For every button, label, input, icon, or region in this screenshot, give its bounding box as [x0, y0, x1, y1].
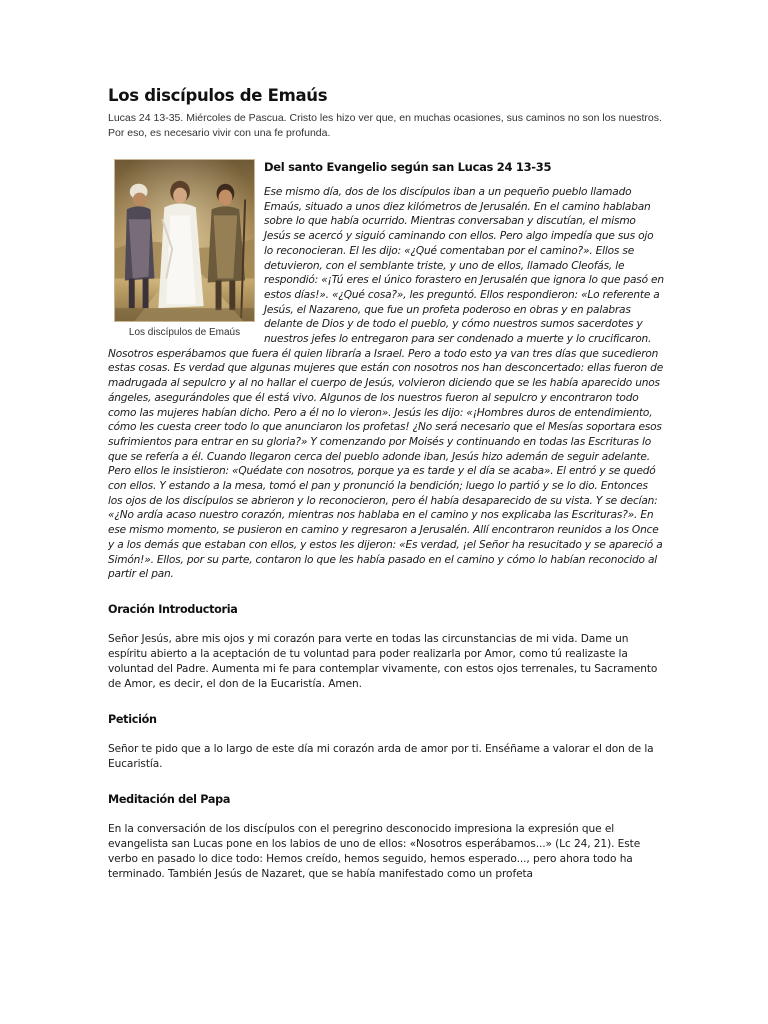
figure-caption: Los discípulos de Emaús: [128, 327, 241, 338]
page-title: Los discípulos de Emaús: [108, 86, 328, 105]
article: [108, 86, 664, 882]
oracion-text: Señor Jesús, abre mis ojos y mi corazón para verte en todas las circunstancias de mi vida. Dame un espíritu abierto a la aceptación de tu voluntad para poder realizarla por Amor, como tú realizaste la voluntad del Padre. Aumenta mi fe para contemplar vivamente, con estos ojos terrenales, tu Sacramento de Amor, es decir, el don de la Eucaristía. Amen.: [108, 632, 658, 690]
emmaus-figure: [112, 159, 257, 338]
peticion-heading: Petición: [108, 712, 157, 726]
gospel-heading: Del santo Evangelio según san Lucas 24 13-35: [264, 160, 552, 174]
emmaus-painting-image: [114, 159, 255, 322]
peticion-text: Señor te pido que a lo largo de este día mi corazón arda de amor por ti. Enséñame a valorar el don de la Eucaristía.: [108, 742, 654, 770]
meditacion-text: En la conversación de los discípulos con el peregrino desconocido impresiona la expresión que el evangelista san Lucas pone en los labios de uno de ellos: «Nosotros esperábamos...» (Lc 24, 21). Este verbo en pasado lo dice todo: Hemos creído, hemos seguido, hemos esperado..., pero ahora todo ha terminado. También Jesús de Nazaret, que se había manifestado como un profeta: [108, 822, 641, 880]
page-subtitle: Lucas 24 13-35. Miércoles de Pascua. Cristo les hizo ver que, en muchas ocasiones, sus caminos no son los nuestros. Por eso, es necesario vivir con una fe profunda.: [108, 112, 662, 139]
meditacion-heading: Meditación del Papa: [108, 792, 231, 806]
oracion-heading: Oración Introductoria: [108, 602, 238, 616]
gospel-text: Ese mismo día, dos de los discípulos iban a un pequeño pueblo llamado Emaús, situado a unos diez kilómetros de Jerusalén. En el camino hablaban sobre lo que había ocurrido. Mientras conversaban y discutían, el mismo Jesús se acercó y siguió caminando con ellos. Pero algo impedía que sus ojo lo reconocieran. El les dijo: «¿Qué comentaban por el camino?». Ellos se detuvieron, con el semblante triste, y uno de ellos, llamado Cleofás, le respondió: «¡Tú eres el único forastero en Jerusalén que ignora lo que pasó en estos días!». «¿Qué cosa?», les preguntó. Ellos respondieron: «Lo referente a Jesús, el Nazareno, que fue un profeta poderoso en obras y en palabras delante de Dios y de todo el pueblo, y cómo nuestros sumos sacerdotes y nuestros jefes lo entregaron para ser condenado a muerte y lo crucificaron. Nosotros esperábamos que fuera él quien libraría a Israel. Pero a todo esto ya van tres días que sucedieron estas cosas. Es verdad que algunas mujeres que están con nosotros nos han desconcertado: ellas fueron de madrugada al sepulcro y al no hallar el cuerpo de Jesús, volvieron diciendo que se les había aparecido unos ángeles, asegurándoles que él está vivo. Algunos de los nuestros fueron al sepulcro y encontraron todo como las mujeres habían dicho. Pero a él no lo vieron». Jesús les dijo: «¡Hombres duros de entendimiento, cómo les cuesta creer todo lo que anunciaron los profetas! ¿No será necesario que el Mesías soportara esos sufrimientos para entrar en su gloria?» Y comenzando por Moisés y continuando en todas las Escrituras lo que se refería a él. Cuando llegaron cerca del pueblo adonde iban, Jesús hizo ademán de seguir adelante. Pero ellos le insistieron: «Quédate con nosotros, porque ya es tarde y el día se acaba». El entró y se quedó con ellos. Y estando a la mesa, tomó el pan y pronunció la bendición; luego lo partió y se lo dio. Entonces los ojos de los discípulos se abrieron y lo reconocieron, pero él había desaparecido de su vista. Y se decían: «¿No ardía acaso nuestro corazón, mientras nos hablaba en el camino y nos explicaba las Escrituras?». En ese mismo momento, se pusieron en camino y regresaron a Jerusalén. Allí encontraron reunidos a los Once y a los demás que estaban con ellos, y estos les dijeron: «Es verdad, ¡el Señor ha resucitado y se apareció a Simón!». Ellos, por su parte, contaron lo que les había pasado en el camino y cómo lo habían reconocido al partir el pan.: [108, 186, 664, 581]
